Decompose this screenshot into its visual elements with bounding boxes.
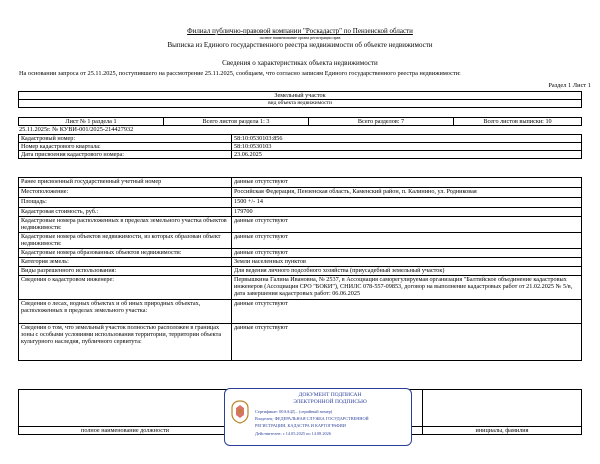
object-type: Земельный участок: [19, 92, 582, 100]
row-value: Для ведения личного подсобного хозяйства (приусадебный земельный участок): [232, 267, 582, 276]
row-value: данные отсутствуют: [232, 217, 582, 233]
org-name: Филиал публично-правовой компании "Роскадастр" по Пензенской области: [187, 27, 413, 35]
sheet-total-section: Всего листов раздела 1: 3: [164, 118, 309, 126]
row-label: Кадастровые номера объектов недвижимости, из которых образован объект недвижимости:: [19, 233, 232, 249]
position-cell: [19, 390, 232, 427]
basic-info-table: [18, 134, 582, 159]
details-table: [18, 177, 582, 361]
row-value: 23.06.2025: [232, 151, 582, 159]
sheet-info-table: [18, 117, 582, 126]
row-label: Кадастровая стоимость, руб.:: [19, 208, 232, 217]
row-value: данные отсутствуют: [232, 300, 582, 324]
table-row: [19, 208, 582, 217]
row-label: Номер кадастрового квартала:: [19, 143, 232, 151]
section-title: Сведения о характеристиках объекта недвижимости: [222, 59, 378, 67]
stamp-valid: Действителен: с 14.05.2025 по 14.08.2026: [255, 431, 331, 436]
row-value: 1500 +/- 14: [232, 198, 582, 208]
emblem-icon: [229, 399, 251, 425]
row-label: Кадастровый номер:: [19, 135, 232, 143]
table-row: [19, 178, 582, 188]
row-label: Ранее присвоенный государственный учетный номер: [19, 178, 232, 188]
stamp-title: ДОКУМЕНТ ПОДПИСАН: [298, 392, 362, 398]
row-label: Дата присвоения кадастрового номера:: [19, 151, 232, 159]
table-row: [19, 258, 582, 267]
table-row: [19, 217, 582, 233]
object-type-table: [18, 91, 582, 108]
sheet-total-sections: Всего разделов: 7: [309, 118, 454, 126]
org-caption: полное наименование органа регистрации прав: [259, 35, 341, 40]
table-row: [19, 188, 582, 198]
table-row: [19, 233, 582, 249]
stamp-owner: Владелец: ФЕДЕРАЛЬНАЯ СЛУЖБА ГОСУДАРСТВЕННОЙ: [255, 416, 369, 421]
intro-text: На основании запроса от 25.11.2025, поступившего на рассмотрение 25.11.2025, сообщаем, что согласно записям Единого государственного реестра недвижимости:: [19, 70, 461, 77]
stamp-owner-2: РЕГИСТРАЦИИ, КАДАСТРА И КАРТОГРАФИИ: [255, 423, 346, 428]
row-value: данные отсутствуют: [232, 178, 582, 188]
sheet-total-extract: Всего листов выписки: 10: [454, 118, 582, 126]
row-label: Кадастровые номера расположенных в пределах земельного участка объектов недвижимости:: [19, 217, 232, 233]
row-label: Сведения о кадастровом инженере:: [19, 276, 232, 300]
row-value: данные отсутствуют: [232, 324, 582, 361]
table-row: [19, 151, 582, 159]
sheet-number: Лист № 1 раздела 1: [19, 118, 164, 126]
stamp-subtitle: ЭЛЕКТРОННОЙ ПОДПИСЬЮ: [293, 399, 367, 405]
extract-id: 25.11.2025г. № КУВИ-001/2025-214427932: [19, 126, 134, 133]
row-value: 179700: [232, 208, 582, 217]
row-value: данные отсутствуют: [232, 249, 582, 258]
row-value: Российская Федерация, Пензенская область, Каменский район, п. Калинино, ул. Родниковая: [232, 188, 582, 198]
table-row: [19, 267, 582, 276]
row-label: Площадь:: [19, 198, 232, 208]
row-label: Виды разрешенного использования:: [19, 267, 232, 276]
table-row: [19, 249, 582, 258]
table-row: [19, 324, 582, 361]
extract-title: Выписка из Единого государственного реестра недвижимости об объекте недвижимости: [167, 41, 433, 49]
e-signature-stamp: [224, 388, 412, 446]
row-value: Первышкина Галина Ивановна, № 2537, в Ассоциация саморегулируемая организация "Балтийское объединение кадастровых инженеров (Ассоциация СРО "БОКИ"), СНИЛС 078-557-09853, договор на выполнение кадастровых работ от 21.02.2025 № 5/в, дата завершения кадастровых работ: 06.06.2025: [232, 276, 582, 300]
table-row: [19, 143, 582, 151]
row-value: 58:10:0530103: [232, 143, 582, 151]
table-row: [19, 198, 582, 208]
row-label: Категория земель:: [19, 258, 232, 267]
row-label: Сведения о том, что земельный участок полностью расположен в границах зоны с особыми условиями использования территории, территории объекта культурного наследия, публичного сервитута:: [19, 324, 232, 361]
name-cell: [423, 390, 582, 427]
table-row: [19, 300, 582, 324]
row-label: Кадастровые номера образованных объектов недвижимости:: [19, 249, 232, 258]
row-label: Местоположение:: [19, 188, 232, 198]
object-type-caption: вид объекта недвижимости: [19, 100, 582, 108]
position-caption: полное наименование должности: [19, 427, 232, 435]
stamp-cert: Сертификат: 00АА4Д... (серийный номер): [255, 409, 333, 414]
name-caption: инициалы, фамилия: [423, 427, 582, 435]
row-label: Сведения о лесах, водных объектах и об иных природных объектах, расположенных в пределах земельного участка:: [19, 300, 232, 324]
table-row: [19, 276, 582, 300]
section-number: Раздел 1 Лист 1: [548, 82, 591, 89]
row-value: Земли населенных пунктов: [232, 258, 582, 267]
table-row: [19, 135, 582, 143]
row-value: 58:10:0530103:856: [232, 135, 582, 143]
row-value: данные отсутствуют: [232, 233, 582, 249]
